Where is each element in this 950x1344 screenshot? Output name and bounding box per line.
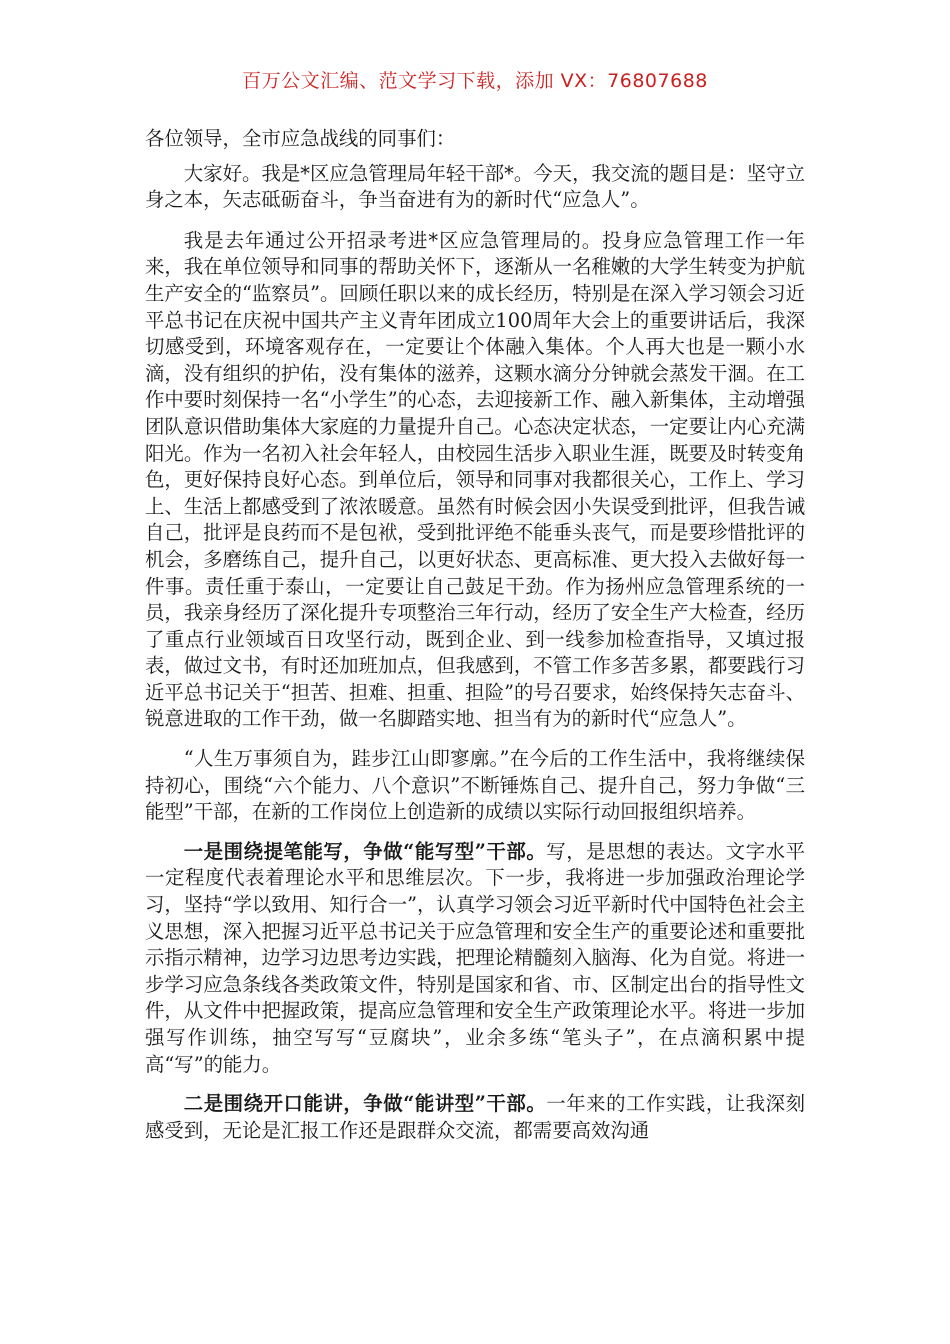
- salutation: 各位领导，全市应急战线的同事们：: [145, 127, 456, 150]
- section-writing: [145, 839, 805, 1078]
- document-body: [145, 126, 805, 1157]
- section-speaking-text: 一年来的工作实践，让我深刻感受到，无论是汇报工作还是跟群众交流，都需要高效沟通: [145, 1092, 806, 1142]
- section-writing-heading: 一是围绕提笔能写，争做“能写型”干部。: [183, 839, 547, 863]
- intro-paragraph: 大家好。我是*区应急管理局年轻干部*。今天，我交流的题目是：坚守立身之本，矢志砥砺奋斗，争当奋进有为的新时代“应急人”。: [145, 161, 805, 212]
- paragraph-experience: 我是去年通过公开招录考进*区应急管理局的。投身应急管理工作一年来，我在单位领导和同事的帮助关怀下，逐渐从一名稚嫩的大学生转变为护航生产安全的“监察员”。回顾任职以来的成长经历，特别是在深入学习领会习近平总书记在庆祝中国共产主义青年团成立100周年大会上的重要讲话后，我深切感受到，环境客观存在，一定要让个体融入集体。个人再大也是一颗小水滴，没有组织的护佑，没有集体的滋养，这颗水滴分分钟就会蒸发干涸。在工作中要时刻保持一名“小学生”的心态，去迎接新工作、融入新集体，主动增强团队意识借助集体大家庭的力量提升自己。心态决定状态，一定要让内心充满阳光。作为一名初入社会年轻人，由校园生活步入职业生涯，既要及时转变角色，更好保持良好心态。到单位后，领导和同事对我都很关心，工作上、学习上、生活上都感受到了浓浓暖意。虽然有时候会因小失误受到批评，但我告诫自己，批评是良药而不是包袱，受到批评绝不能垂头丧气，而是要珍惜批评的机会，多磨练自己，提升自己，以更好状态、更高标准、更大投入去做好每一件事。责任重于泰山，一定要让自己鼓足干劲。作为扬州应急管理系统的一员，我亲身经历了深化提升专项整治三年行动，经历了安全生产大检查，经历了重点行业领域百日攻坚行动，既到企业、到一线参加检查指导，又填过报表，做过文书，有时还加班加点，但我感到，不管工作多苦多累，都要践行习近平总书记关于“担苦、担难、担重、担险”的号召要求，始终保持矢志奋斗、锐意进取的工作干劲，做一名脚踏实地、担当有为的新时代“应急人”。: [145, 228, 805, 731]
- section-writing-text: 写，是思想的表达。文字水平一定程度代表着理论水平和思维层次。下一步，我将进一步加强政治理论学习，坚持“学以致用、知行合一”，认真学习领会习近平新时代中国特色社会主义思想，深入把握习近平总书记关于应急管理和安全生产的重要论述和重要批示指示精神，边学习边思考边实践，把理论精髓刻入脑海、化为自觉。将进一步学习应急条线各类政策文件，特别是国家和省、市、区制定出台的指导性文件，从文件中把握政策，提高应急管理和安全生产政策理论水平。将进一步加强写作训练，抽空写写“豆腐块”，业余多练“笔头子”，在点滴积累中提高“写”的能力。: [145, 839, 806, 1076]
- header-watermark: 百万公文汇编、范文学习下载，添加 VX：76807688: [242, 70, 708, 92]
- section-speaking-heading: 二是围绕开口能讲，争做“能讲型”干部。: [183, 1092, 547, 1116]
- section-speaking: [145, 1091, 805, 1144]
- paragraph-outlook: “人生万事须自为，跬步江山即寥廓。”在今后的工作生活中，我将继续保持初心，围绕“六个能力、八个意识”不断锤炼自己、提升自己，努力争做“三能型”干部，在新的工作岗位上创造新的成绩以实际行动回报组织培养。: [145, 747, 805, 824]
